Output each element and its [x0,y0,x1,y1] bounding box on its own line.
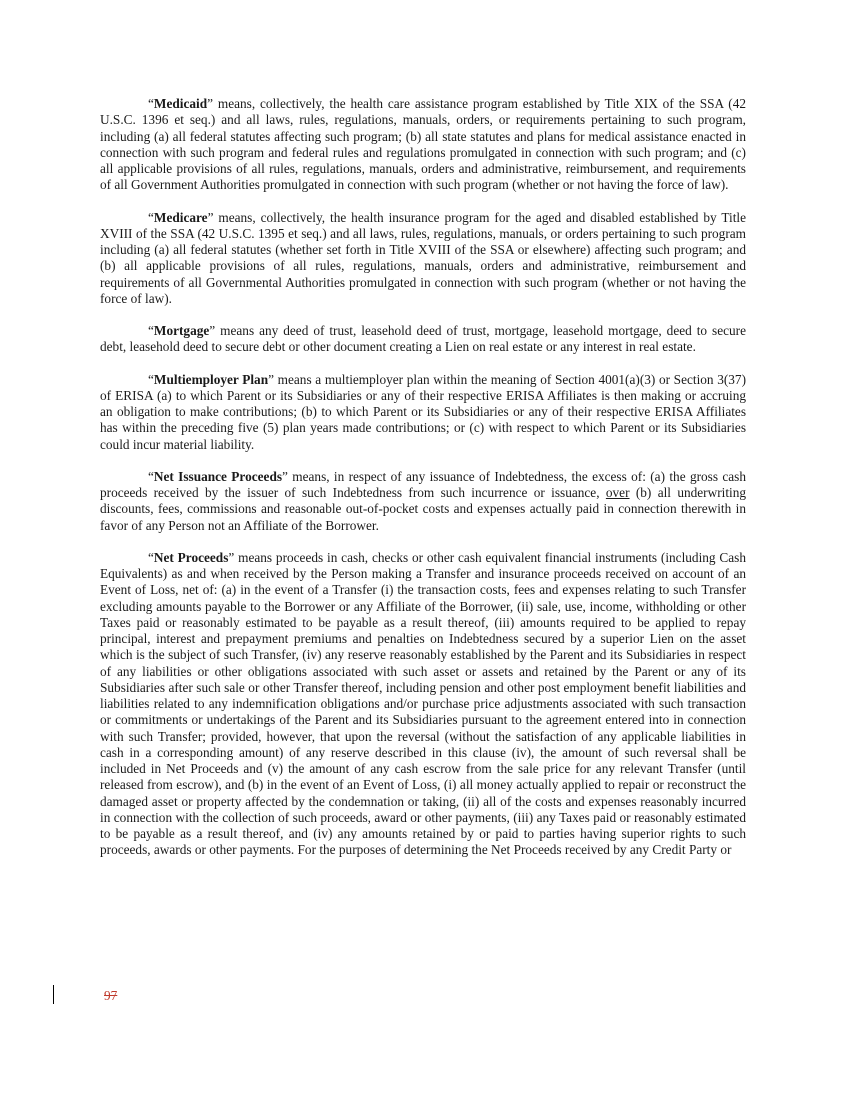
definition-text: means a multiemployer plan within the meaning of Section 4001(a)(3) or Section 3(37) of ERISA (a) to which Parent or its Subsidiaries or any of their respective ERISA Affiliates is then making or accruing an obligation to make contributions; (b) to which Parent or its Subsidiaries or any of their respective ERISA Affiliates has within the preceding five (5) plan years made contributions; or (c) with respect to which Parent or its Subsidiaries could incur material liability. [100,371,747,452]
definition-text: means proceeds in cash, checks or other cash equivalent financial instruments (including Cash Equivalents) as and when received by the Person making a Transfer and insurance proceeds received on account of an Event of Loss, net of: (a) in the event of a Transfer (i) the transaction costs, fees and expenses relating to such Transfer excluding amounts payable to the Borrower or any Affiliate of the Borrower, (ii) sale, use, income, withholding or other Taxes paid or reasonably estimated to be payable as a result thereof, (iii) amounts required to be applied to repay principal, interest and prepayment premiums and penalties on Indebtedness secured by a superior Lien on the asset which is the subject of such Transfer, (iv) any reserve reasonably established by the Parent and its Subsidiaries in respect of any liabilities or other obligations associated with such asset or assets and retained by the Parent or any of its Subsidiaries after such sale or other Transfer thereof, including pension and other post employment benefit liabilities and liabilities related to any indemnification obligations and/or purchase price adjustments associated with such transaction or commitments or undertakings of the Parent and its Subsidiaries pursuant to the agreement entered into in connection with such Transfer; provided, however, that upon the reversal (without the satisfaction of any applicable liabilities in cash in a corresponding amount) of any reserve described in this clause (iv), the amount of such reversal shall be included in Net Proceeds and (v) the amount of any cash escrow from the sale price for any relevant Transfer (until released from escrow), and (b) in the event of an Event of Loss, (i) all money actually applied to repair or reconstruct the damaged asset or property affected by the condemnation or taking, (ii) all of the costs and expenses reasonably incurred in connection with the collection of such proceeds, award or other payments, (iii) any Taxes paid or reasonably estimated to be payable as a result thereof, and (iv) any amounts retained by or paid to parties having superior rights to such proceeds, awards or other payments. For the purposes of determining the Net Proceeds received by any Credit Party or [100,549,746,858]
definition-medicaid: “Medicaid” means, collectively, the health care assistance program established by Title XIX of the SSA (42 U.S.C. 1396 et seq.) and all laws, rules, regulations, manuals, orders, or requirements pertaining to such program, including (a) all federal statutes affecting such program; (b) all state statutes and plans for medical assistance enacted in connection with such program and federal rules and regulations promulgated in connection with such program; and (c) all applicable provisions of all rules, regulations, manuals, orders and administrative, reimbursement, and requirements of all Government Authorities promulgated in connection with such program (whether or not having the force of law). [100,96,746,193]
defined-term: Mortgage [153,323,210,338]
definition-text-continued: (b) all underwriting discounts, fees, commissions and reasonable out-of-pocket costs and expenses actually paid in connection therewith in favor of any Person not an Affiliate of the Borrower. [100,485,747,533]
defined-term: Net Proceeds [153,549,229,565]
underlined-word: over [605,485,630,500]
definition-text: means, collectively, the health insurance program for the aged and disabled established by Title XVIII of the SSA (42 U.S.C. 1395 et seq.) and all laws, rules, regulations, manuals, or orders pertaining to such program including (a) all federal statutes (whether set forth in Title XVIII of the SSA or elsewhere) affecting such program; and (b) all applicable provisions of all rules, regulations, manuals, orders and administrative, reimbursement and requirements of all Governmental Authorities promulgated in connection with such program (whether or not having the force of law). [100,209,746,306]
definition-multiemployer-plan: “Multiemployer Plan” means a multiemployer plan within the meaning of Section 4001(a)(3) or Section 3(37) of ERISA (a) to which Parent or its Subsidiaries or any of their respective ERISA Affiliates is then making or accruing an obligation to make contributions; (b) to which Parent or its Subsidiaries or any of their respective ERISA Affiliates has within the preceding five (5) plan years made contributions; or (c) with respect to which Parent or its Subsidiaries could incur material liability. [100,371,747,452]
definition-net-issuance-proceeds: “Net Issuance Proceeds” means, in respect of any issuance of Indebtedness, the excess of: (a) the gross cash proceeds received by the issuer of such Indebtedness from such incurrence or issuance, over (b) all underwriting discounts, fees, commissions and reasonable out-of-pocket costs and expenses actually paid in connection therewith in favor of any Person not an Affiliate of the Borrower. [100,468,747,533]
definition-text: means, collectively, the health care assistance program established by Title XIX of the SSA (42 U.S.C. 1396 et seq.) and all laws, rules, regulations, manuals, orders, or requirements pertaining to such program, including (a) all federal statutes affecting such program; (b) all state statutes and plans for medical assistance enacted in connection with such program and federal rules and regulations promulgated in connection with such program; and (c) all applicable provisions of all rules, regulations, manuals, orders and administrative, reimbursement, and requirements of all Government Authorities promulgated in connection with such program (whether or not having the force of law). [100,96,746,193]
defined-term: Medicare [153,209,208,225]
definition-mortgage: “Mortgage” means any deed of trust, leasehold deed of trust, mortgage, leasehold mortgage, deed to secure debt, leasehold deed to secure debt or other document creating a Lien on real estate or any interest in real estate. [100,323,746,355]
defined-term: Multiemployer Plan [153,371,269,387]
definition-net-proceeds: “Net Proceeds” means proceeds in cash, checks or other cash equivalent financial instruments (including Cash Equivalents) as and when received by the Person making a Transfer and insurance proceeds received on account of an Event of Loss, net of: (a) in the event of a Transfer (i) the transaction costs, fees and expenses relating to such Transfer excluding amounts payable to the Borrower or any Affiliate of the Borrower, (ii) sale, use, income, withholding or other Taxes paid or reasonably estimated to be payable as a result thereof, (iii) amounts required to be applied to repay principal, interest and prepayment premiums and penalties on Indebtedness secured by a superior Lien on the asset which is the subject of such Transfer, (iv) any reserve reasonably established by the Parent and its Subsidiaries in respect of any liabilities or other obligations associated with such asset or assets and retained by the Parent or any of its Subsidiaries after such sale or other Transfer thereof, including pension and other post employment benefit liabilities and liabilities related to any indemnification obligations and/or purchase price adjustments associated with such transaction or commitments or undertakings of the Parent and its Subsidiaries pursuant to the agreement entered into in connection with such Transfer; provided, however, that upon the reversal (without the satisfaction of any applicable liabilities in cash in a corresponding amount) of any reserve described in this clause (iv), the amount of such reversal shall be included in Net Proceeds and (v) the amount of any cash escrow from the sale price for any relevant Transfer (until released from escrow), and (b) in the event of an Event of Loss, (i) all money actually applied to repair or reconstruct the damaged asset or property affected by the condemnation or taking, (ii) all of the costs and expenses reasonably incurred in connection with the collection of such proceeds, award or other payments, (iii) any Taxes paid or reasonably estimated to be payable as a result thereof, and (iv) any amounts retained by or paid to parties having superior rights to such proceeds, awards or other payments. For the purposes of determining the Net Proceeds received by any Credit Party or [100,549,746,858]
page-number: 97 [104,988,118,1003]
document-page [100,96,746,875]
definition-text: means, in respect of any issuance of Indebtedness, the excess of: (a) the gross cash proceeds received by the issuer of such Indebtedness from such incurrence or issuance, [100,468,746,500]
definition-text: means any deed of trust, leasehold deed of trust, mortgage, leasehold mortgage, deed to secure debt, leasehold deed to secure debt or other document creating a Lien on real estate or any interest in real estate. [100,323,746,355]
defined-term: Medicaid [153,96,208,111]
defined-term: Net Issuance Proceeds [153,468,283,484]
definition-medicare: “Medicare” means, collectively, the health insurance program for the aged and disabled established by Title XVIII of the SSA (42 U.S.C. 1395 et seq.) and all laws, rules, regulations, manuals, or orders pertaining to such program including (a) all federal statutes (whether set forth in Title XVIII of the SSA or elsewhere) affecting such program; and (b) all applicable provisions of all rules, regulations, manuals, orders and administrative, reimbursement and requirements of all Governmental Authorities promulgated in connection with such program (whether or not having the force of law). [100,209,746,306]
change-bar [53,985,54,1004]
